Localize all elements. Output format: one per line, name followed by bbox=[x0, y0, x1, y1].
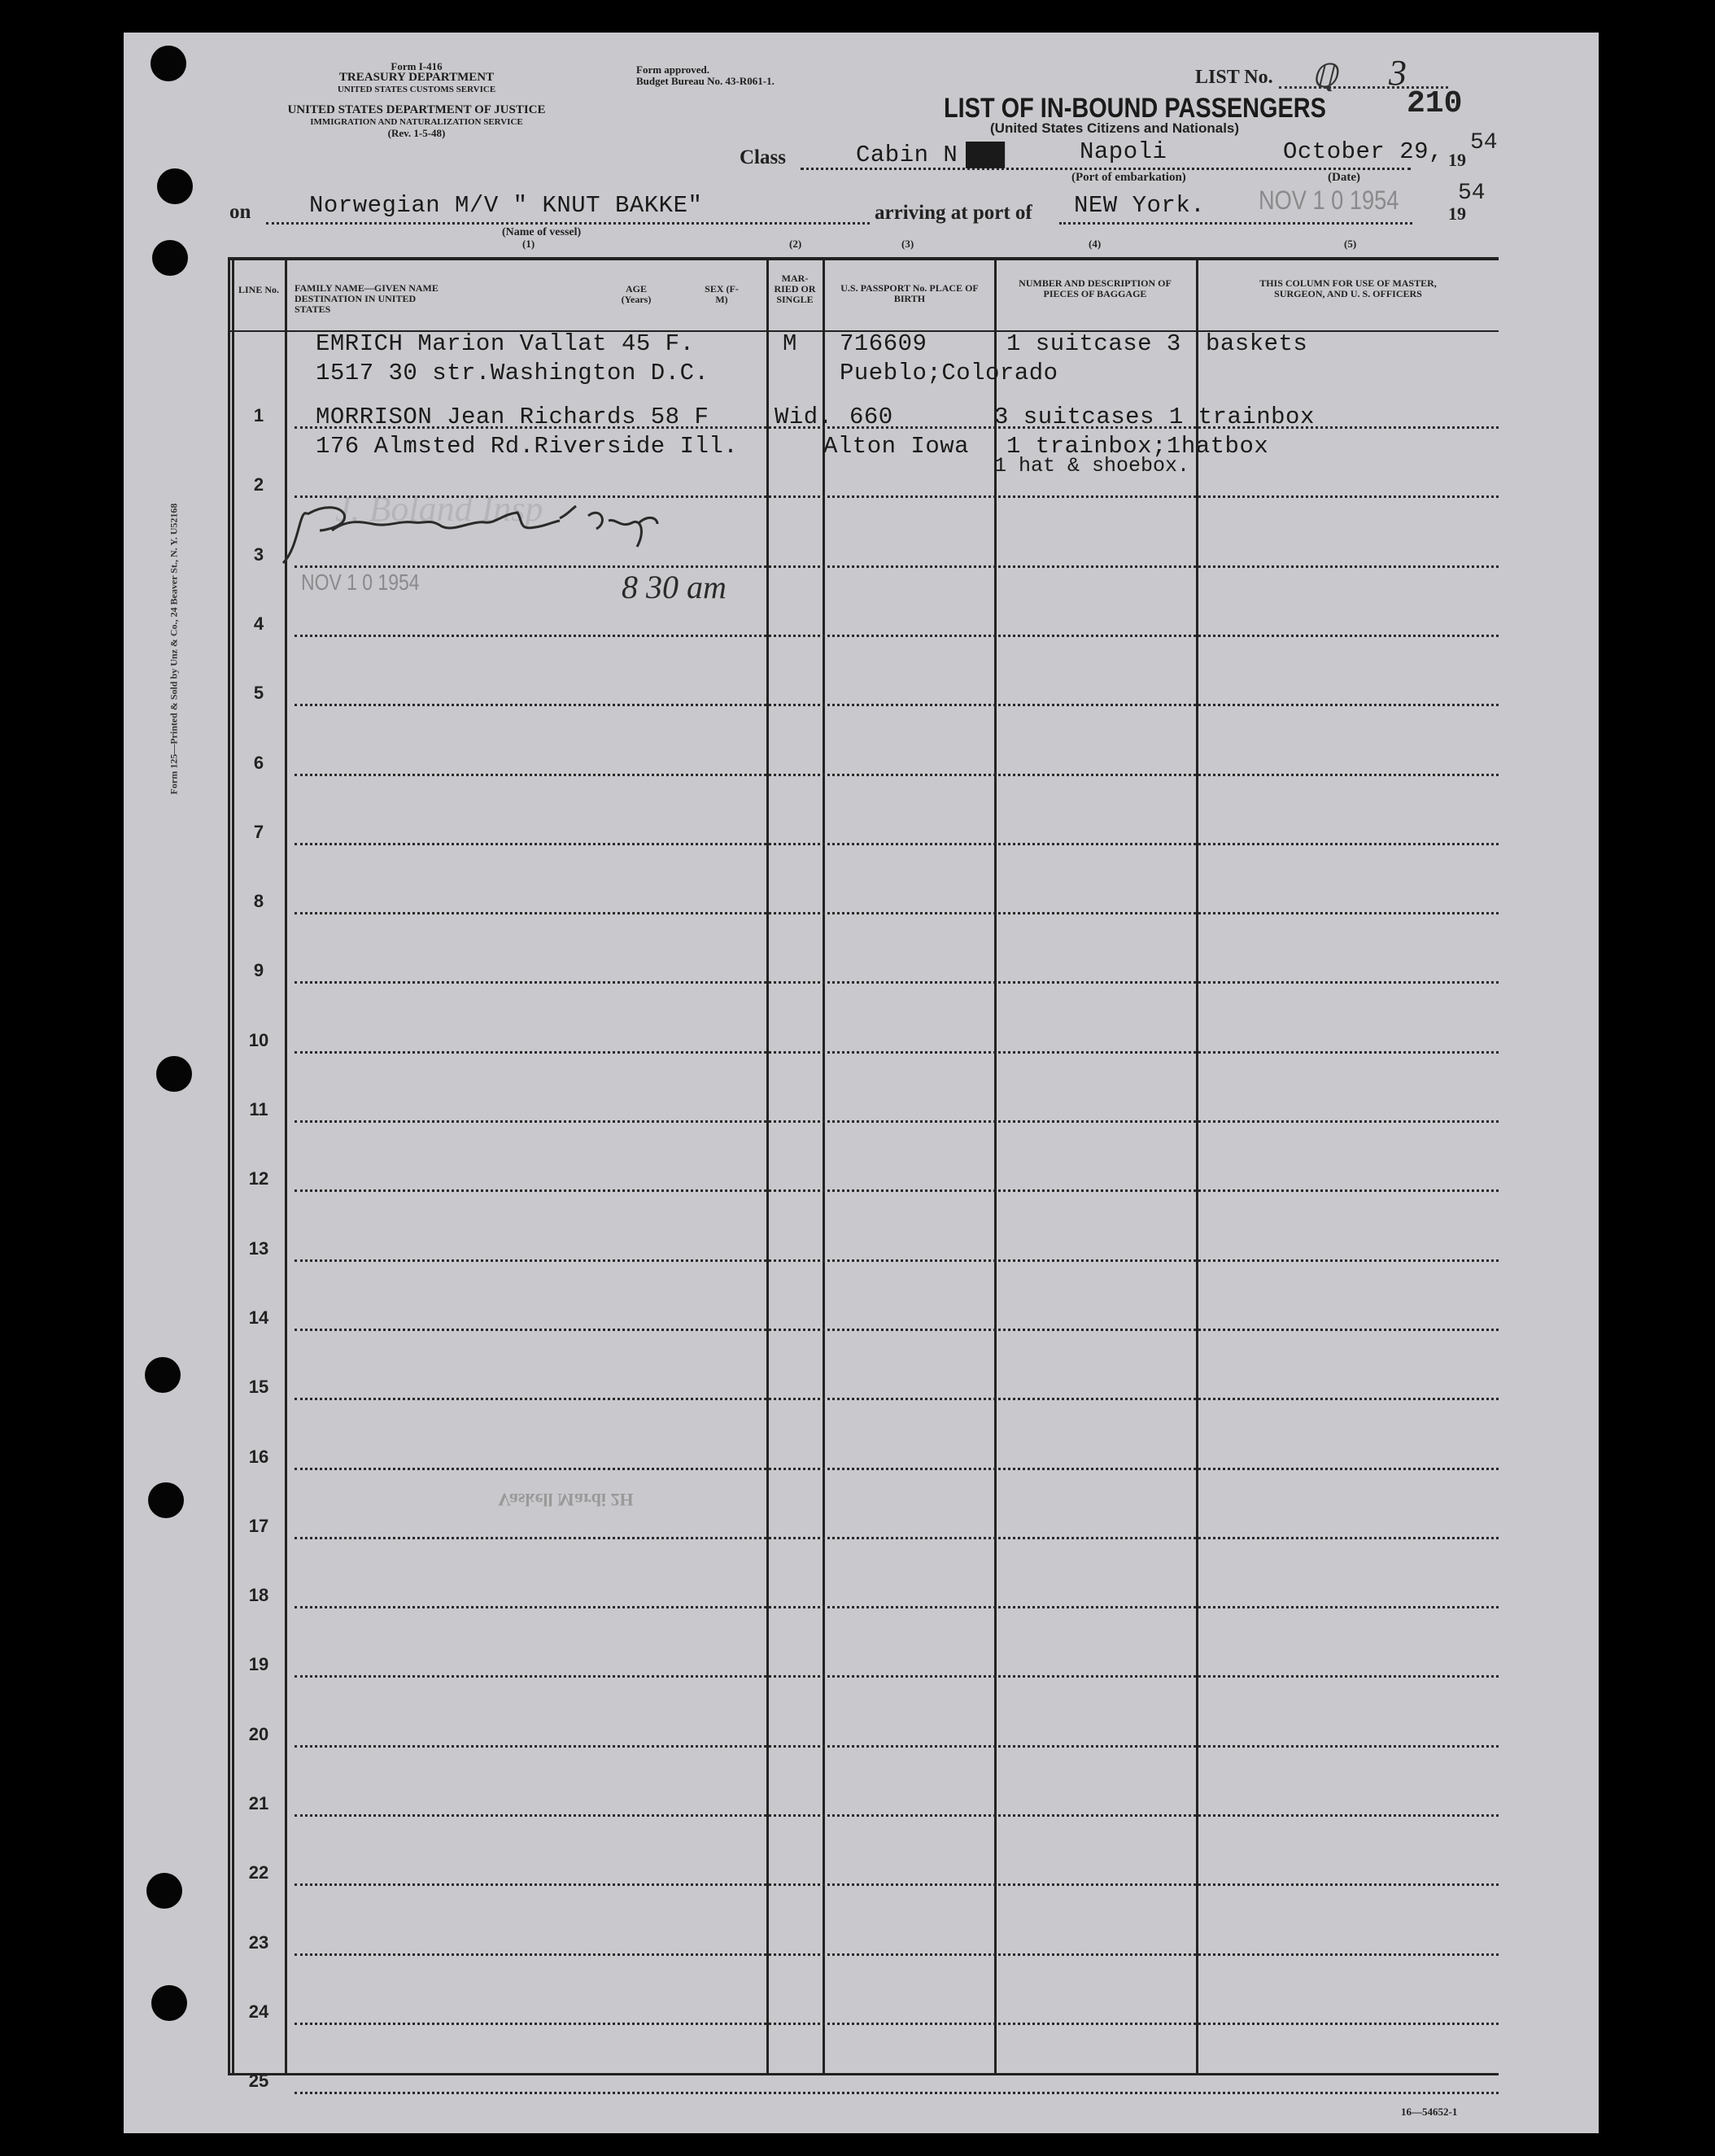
row-dotted-line bbox=[295, 1120, 1499, 1123]
row-dotted-line bbox=[295, 1814, 1499, 1817]
year-prefix: 19 bbox=[1448, 150, 1466, 170]
departure-date: October 29, bbox=[1283, 138, 1443, 165]
row-dotted-line bbox=[295, 1259, 1499, 1262]
row-number: 21 bbox=[248, 1793, 269, 1813]
row-number: 12 bbox=[248, 1168, 269, 1189]
printer-side-text: Form 125—Printed & Sold by Unz & Co., 24 Beaver St., N. Y. U52168 bbox=[168, 503, 180, 795]
punch-hole bbox=[146, 1873, 182, 1909]
col-head-name: FAMILY NAME—GIVEN NAME DESTINATION IN UNITED STATES bbox=[295, 282, 439, 315]
manifest-page bbox=[124, 33, 1599, 2133]
list-no-value: 3 bbox=[1389, 53, 1407, 93]
col-divider bbox=[1196, 257, 1198, 2075]
col-number: (2) bbox=[789, 238, 802, 250]
punch-hole bbox=[145, 1357, 181, 1393]
col-head-age: AGE (Years) bbox=[621, 283, 652, 305]
passenger-baggage: 1 hat & shoebox. bbox=[994, 454, 1190, 478]
row-number: 15 bbox=[248, 1377, 269, 1397]
col-head-sex: SEX (F-M) bbox=[705, 283, 739, 305]
table-left-border bbox=[228, 257, 230, 2075]
year-value: 54 bbox=[1458, 181, 1486, 206]
row-dotted-line bbox=[295, 1468, 1499, 1470]
page-number: 210 bbox=[1407, 86, 1463, 121]
col-number: (1) bbox=[522, 238, 535, 250]
col-divider bbox=[994, 257, 997, 2075]
table-top-border bbox=[228, 257, 1499, 260]
row-number: 9 bbox=[253, 960, 264, 980]
col-number: (4) bbox=[1089, 238, 1102, 250]
row-number: 4 bbox=[253, 613, 264, 634]
punch-hole bbox=[151, 46, 186, 81]
list-no-label: LIST No. bbox=[1195, 67, 1273, 88]
list-no-scribble: ℚ bbox=[1311, 58, 1338, 94]
passenger-baggage: 1 trainbox;1hatbox bbox=[1006, 433, 1269, 460]
struck-text: ███ bbox=[966, 142, 1004, 168]
arrival-port: NEW York. bbox=[1074, 192, 1206, 219]
row-dotted-line bbox=[295, 1537, 1499, 1539]
row-number: 6 bbox=[253, 753, 264, 773]
row-number: 10 bbox=[248, 1030, 269, 1050]
vessel-dots bbox=[266, 222, 870, 225]
faint-note: Vaskell Mardi 2H bbox=[498, 1490, 634, 1510]
port-embark-label: (Port of embarkation) bbox=[1071, 171, 1186, 184]
row-dotted-line bbox=[295, 635, 1499, 637]
arriving-label: arriving at port of bbox=[875, 202, 1032, 224]
passenger-address: 1517 30 str.Washington D.C. bbox=[316, 360, 709, 386]
form-number: Form I-416 bbox=[391, 60, 443, 72]
form-revision: (Rev. 1-5-48) bbox=[387, 127, 446, 139]
passenger-name: MORRISON Jean Richards 58 F bbox=[316, 404, 709, 430]
arrival-dots bbox=[1059, 222, 1412, 225]
passenger-baggage-extra: baskets bbox=[1206, 330, 1308, 357]
row-dotted-line bbox=[295, 2023, 1499, 2025]
class-label: Class bbox=[740, 146, 786, 168]
col-head-line: LINE No. bbox=[238, 284, 279, 295]
col-head-baggage: NUMBER AND DESCRIPTION OF PIECES OF BAGGAGE bbox=[1019, 277, 1172, 299]
row-number: 7 bbox=[253, 822, 264, 842]
passenger-birthplace: Pueblo;Colorado bbox=[840, 360, 1058, 386]
row-dotted-line bbox=[295, 1051, 1499, 1054]
row-number: 25 bbox=[248, 2071, 269, 2091]
passenger-birthplace: Alton Iowa bbox=[823, 433, 970, 460]
port-of-embarkation: Napoli bbox=[1080, 138, 1167, 165]
col-divider bbox=[766, 257, 769, 2075]
col-head-married: MAR- RIED OR SINGLE bbox=[774, 273, 816, 305]
col-head-officers: THIS COLUMN FOR USE OF MASTER, SURGEON, AND U. S. OFFICERS bbox=[1259, 277, 1437, 299]
passenger-address: 176 Almsted Rd.Riverside Ill. bbox=[316, 433, 739, 460]
document-title: LIST OF IN-BOUND PASSENGERS bbox=[944, 93, 1326, 124]
customs-service: UNITED STATES CUSTOMS SERVICE bbox=[337, 85, 496, 94]
row-dotted-line bbox=[295, 843, 1499, 845]
punch-hole bbox=[157, 168, 193, 204]
justice-dept: UNITED STATES DEPARTMENT OF JUSTICE bbox=[287, 103, 546, 116]
row-dotted-line bbox=[295, 1606, 1499, 1608]
row-dotted-line bbox=[295, 1329, 1499, 1331]
row-number: 1 bbox=[253, 405, 264, 426]
row-number: 16 bbox=[248, 1447, 269, 1467]
signature-text: J. Boland Insp bbox=[335, 489, 543, 529]
on-label: on bbox=[229, 201, 251, 223]
row-dotted-line bbox=[295, 912, 1499, 914]
passenger-baggage: 1 suitcase 3 bbox=[1006, 330, 1181, 357]
row-number: 13 bbox=[248, 1238, 269, 1259]
class-value: Cabin N bbox=[856, 142, 958, 168]
passenger-marital: Wid. bbox=[775, 404, 833, 430]
row-dotted-line bbox=[295, 1883, 1499, 1886]
punch-hole bbox=[156, 1056, 192, 1092]
row-number: 8 bbox=[253, 891, 264, 911]
row-dotted-line bbox=[295, 774, 1499, 776]
table-bottom-border bbox=[228, 2073, 1499, 2075]
row-number: 24 bbox=[248, 2001, 269, 2022]
passenger-baggage: 3 suitcases 1 trainbox bbox=[994, 404, 1315, 430]
punch-hole bbox=[152, 240, 188, 276]
row-number: 18 bbox=[248, 1585, 269, 1605]
row-number: 5 bbox=[253, 683, 264, 703]
row-dotted-line bbox=[295, 981, 1499, 984]
punch-hole bbox=[151, 1985, 187, 2021]
vessel-name: Norwegian M/V " KNUT BAKKE" bbox=[309, 192, 703, 219]
passenger-marital: M bbox=[783, 330, 797, 357]
col-divider bbox=[823, 257, 825, 2075]
treasury-dept: TREASURY DEPARTMENT bbox=[338, 71, 495, 84]
row-dotted-line bbox=[295, 704, 1499, 706]
ins-service: IMMIGRATION AND NATURALIZATION SERVICE bbox=[310, 117, 523, 127]
budget-bureau: Budget Bureau No. 43-R061-1. bbox=[636, 75, 775, 87]
row-dotted-line bbox=[295, 426, 1499, 429]
year-prefix: 19 bbox=[1448, 203, 1466, 224]
row-number: 20 bbox=[248, 1724, 269, 1744]
row-number: 3 bbox=[253, 544, 264, 565]
row-dotted-line bbox=[295, 1745, 1499, 1748]
col-head-passport: U.S. PASSPORT No. PLACE OF BIRTH bbox=[840, 282, 979, 304]
row-dotted-line bbox=[295, 1953, 1499, 1956]
col-number: (3) bbox=[901, 238, 914, 250]
row-number: 22 bbox=[248, 1862, 269, 1883]
passenger-passport: 660 bbox=[849, 404, 893, 430]
col-number: (5) bbox=[1344, 238, 1357, 250]
punch-hole bbox=[148, 1482, 184, 1518]
passenger-passport: 716609 bbox=[840, 330, 927, 357]
time-note: 8 30 am bbox=[622, 569, 727, 605]
row-dotted-line bbox=[295, 2092, 1499, 2094]
row-number: 17 bbox=[248, 1516, 269, 1536]
date-label: (Date) bbox=[1328, 171, 1360, 184]
arrival-date-stamp: NOV 1 0 1954 bbox=[1259, 185, 1399, 215]
document-subtitle: (United States Citizens and Nationals) bbox=[990, 120, 1240, 136]
row-number: 19 bbox=[248, 1654, 269, 1674]
row-number: 14 bbox=[248, 1307, 269, 1328]
row-dotted-line bbox=[295, 1189, 1499, 1192]
passenger-name: EMRICH Marion Vallat 45 F. bbox=[316, 330, 695, 357]
vessel-label: (Name of vessel) bbox=[502, 226, 582, 238]
form-approved: Form approved. bbox=[636, 63, 710, 76]
row-number: 11 bbox=[249, 1099, 268, 1119]
year-value: 54 bbox=[1470, 130, 1498, 155]
row-number: 2 bbox=[253, 474, 264, 495]
inspection-stamp: NOV 1 0 1954 bbox=[301, 570, 420, 595]
row-number: 23 bbox=[248, 1932, 269, 1953]
row-dotted-line bbox=[295, 1675, 1499, 1678]
form-footer-code: 16—54652-1 bbox=[1401, 2106, 1458, 2118]
row-dotted-line bbox=[295, 1398, 1499, 1400]
